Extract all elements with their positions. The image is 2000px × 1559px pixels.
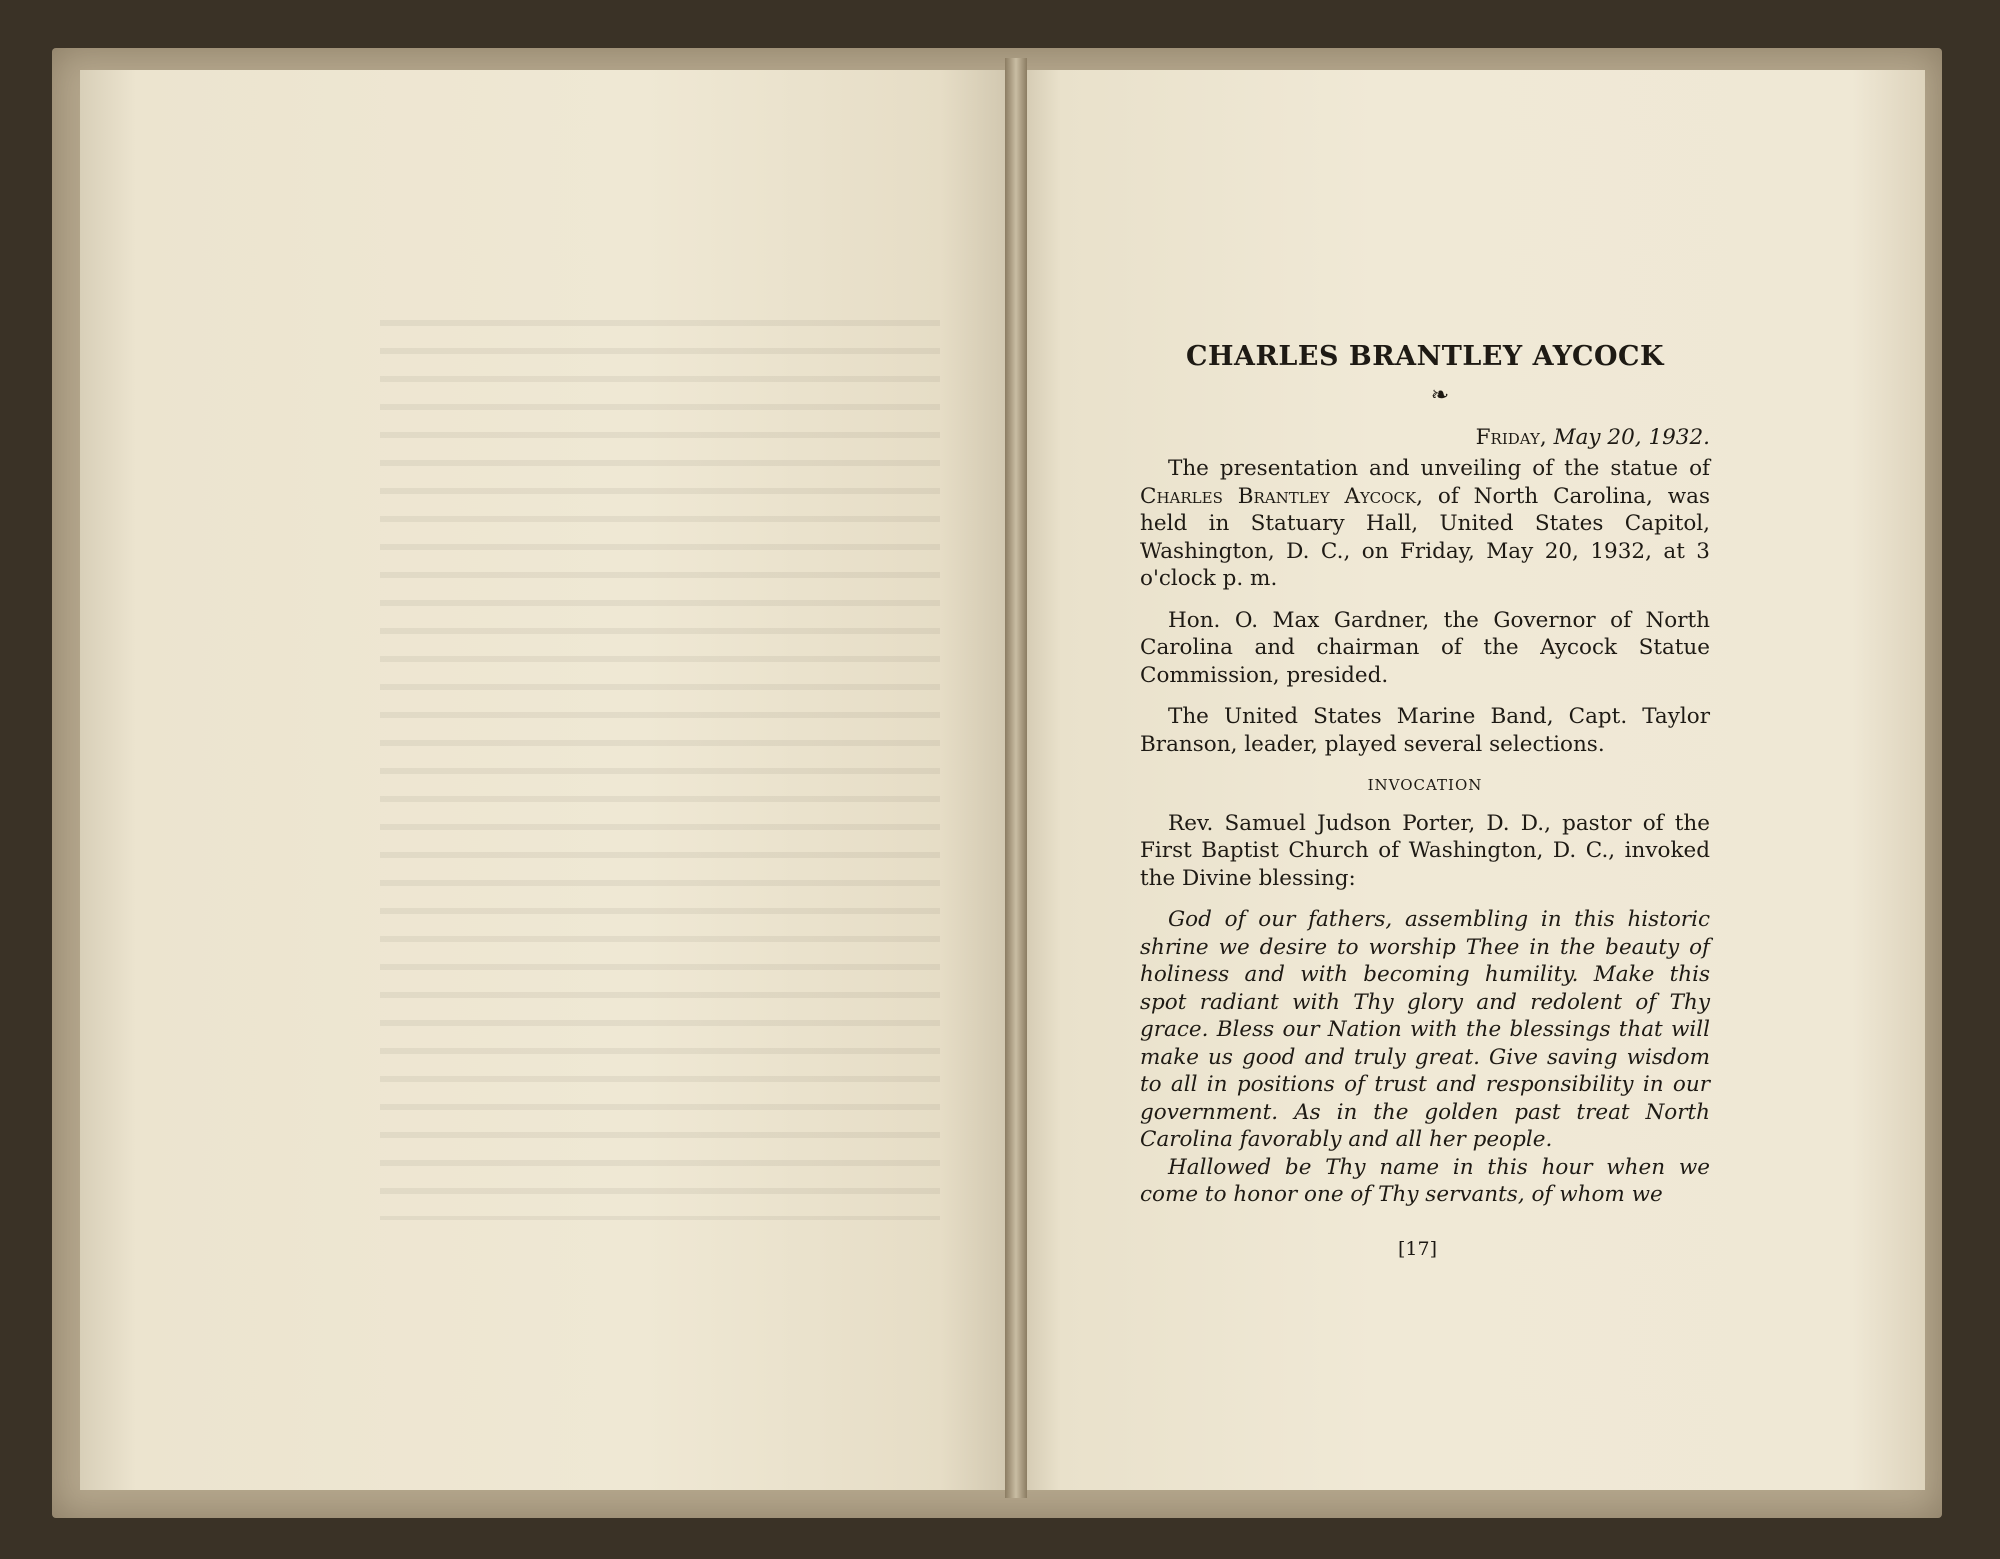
paragraph-marine-band: The United States Marine Band, Capt. Taylor Branson, leader, played several selections. — [1140, 704, 1710, 757]
book-gutter — [1005, 58, 1027, 1498]
para1-prefix: The presentation and unveiling of the statue of — [1168, 456, 1710, 481]
dateline-weekday: Friday, — [1475, 424, 1547, 450]
section-heading: INVOCATION — [1367, 776, 1483, 794]
para1-name: Charles Brantley Aycock — [1140, 483, 1417, 509]
ornament-icon: ❧ — [1430, 383, 1450, 408]
left-page — [80, 70, 1017, 1490]
para1-suffix: , of North Carolina, was held in Statuary Hall, United States Capitol, Washington, D. C., on Friday, May 20, 1932, at 3 o'clock p. m. — [1140, 483, 1710, 591]
dateline — [1140, 424, 1710, 452]
dateline-date: May 20, 1932. — [1546, 424, 1710, 450]
prayer-paragraph-1: God of our fathers, assembling in this historic shrine we desire to worship Thee in the beauty of holiness and with becoming humility. Make this spot radiant with Thy glory and redolent of Thy grace. Bless our Nation with the blessings that will make us good and truly great. Give saving wisdom to all in positions of trust and responsibility in our government. As in the golden past treat North Carolina favorably and all her people. — [1140, 907, 1710, 1152]
paragraph-invocation: Rev. Samuel Judson Porter, D. D., pastor of the First Baptist Church of Washington, D. C., invoked the Divine blessing: — [1140, 810, 1710, 891]
paragraph-presentation — [1140, 455, 1710, 593]
show-through-text — [380, 320, 940, 1220]
page-text-block — [1140, 340, 1710, 1223]
page-number: [17] — [1398, 1238, 1438, 1260]
paragraph-presided: Hon. O. Max Gardner, the Governor of North Carolina and chairman of the Aycock Statue Commission, presided. — [1140, 607, 1710, 688]
page-title: CHARLES BRANTLEY AYCOCK — [1186, 341, 1664, 372]
prayer-paragraph-2: Hallowed be Thy name in this hour when we come to honor one of Thy servants, of whom we — [1140, 1154, 1710, 1207]
